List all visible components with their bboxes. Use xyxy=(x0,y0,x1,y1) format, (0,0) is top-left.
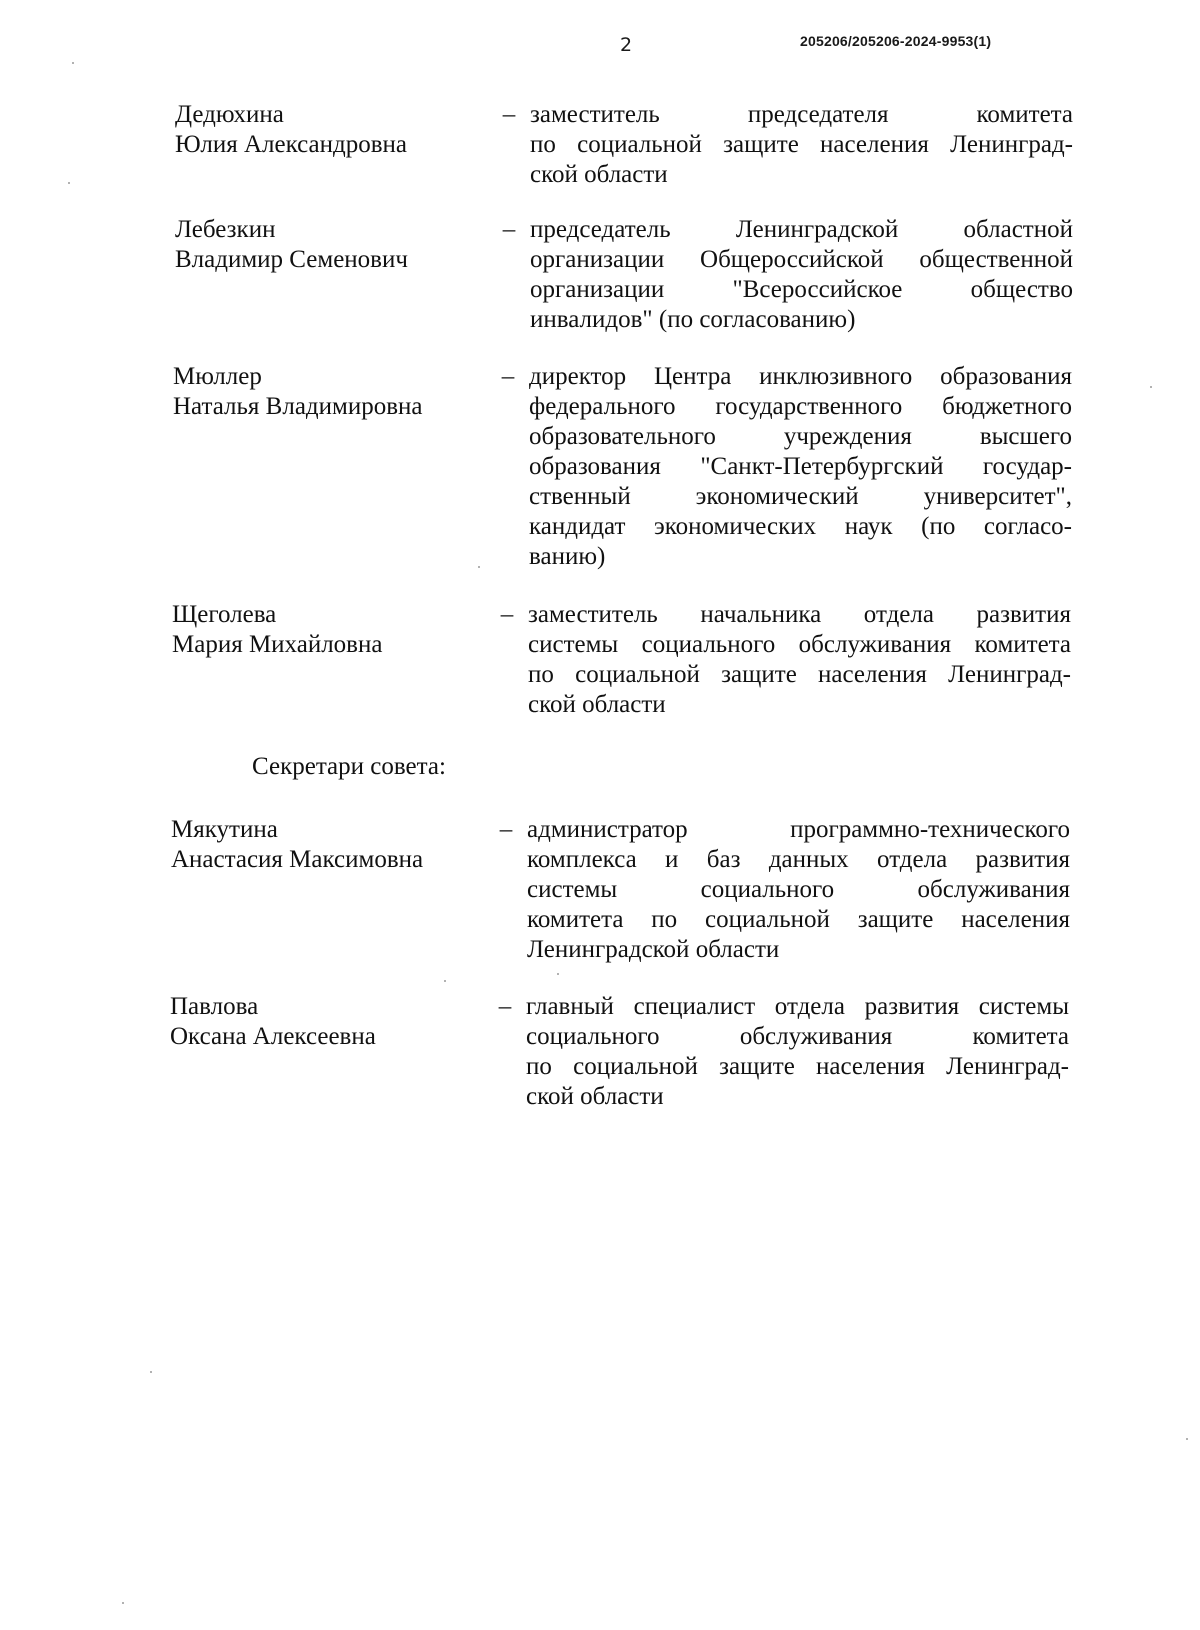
member-surname: Щеголева xyxy=(172,601,277,628)
member-given-names: Юлия Александровна xyxy=(175,131,407,158)
position-line: ванию) xyxy=(529,543,606,570)
secretary-given-names: Оксана Алексеевна xyxy=(170,1023,376,1050)
member-dash: – xyxy=(501,363,515,390)
scan-speck xyxy=(122,1602,124,1604)
secretary-position xyxy=(527,815,1070,965)
secretary-given-names: Анастасия Максимовна xyxy=(171,846,424,873)
position-line: председатель Ленинградской областной xyxy=(530,216,1073,243)
position-line: Ленинградской области xyxy=(527,936,780,963)
scan-speck xyxy=(72,62,74,64)
position-line: федерального государственного бюджетного xyxy=(529,393,1072,420)
scan-speck xyxy=(478,566,480,568)
member-dash: – xyxy=(502,216,516,243)
position-line: ской области xyxy=(530,161,668,188)
position-line: администратор программно-технического xyxy=(527,816,1070,843)
scan-speck xyxy=(1186,1438,1188,1440)
secretary-surname: Мякутина xyxy=(171,816,278,843)
position-line: по социальной защите населения Ленинград- xyxy=(530,131,1073,158)
member-name xyxy=(173,362,493,422)
member-position xyxy=(530,100,1073,190)
member-surname: Мюллер xyxy=(173,363,262,390)
member-position xyxy=(528,600,1071,720)
member-position xyxy=(530,215,1073,335)
secretary-position xyxy=(526,992,1069,1112)
member-given-names: Владимир Семенович xyxy=(175,246,408,273)
member-dash: – xyxy=(500,601,514,628)
scan-speck xyxy=(557,973,559,975)
position-line: системы социального обслуживания xyxy=(527,876,1070,903)
position-line: заместитель председателя комитета xyxy=(530,101,1073,128)
position-line: организации Общероссийской общественной xyxy=(530,246,1073,273)
position-line: по социальной защите населения Ленинград- xyxy=(528,661,1071,688)
scan-speck xyxy=(444,980,446,982)
member-name xyxy=(172,600,492,660)
member-name xyxy=(175,215,495,275)
position-line: по социальной защите населения Ленинград- xyxy=(526,1053,1069,1080)
position-line: организации "Всероссийское общество xyxy=(530,276,1073,303)
document-registration-code: 205206/205206-2024-9953(1) xyxy=(800,33,992,49)
member-given-names: Наталья Владимировна xyxy=(173,393,423,420)
position-line: образовательного учреждения высшего xyxy=(529,423,1072,450)
position-line: ственный экономический университет", xyxy=(529,483,1072,510)
member-name xyxy=(175,100,495,160)
member-dash: – xyxy=(502,101,516,128)
position-line: социального обслуживания комитета xyxy=(526,1023,1069,1050)
member-given-names: Мария Михайловна xyxy=(172,631,383,658)
secretary-dash: – xyxy=(499,816,513,843)
scan-speck xyxy=(1150,386,1152,388)
position-line: инвалидов" (по согласованию) xyxy=(530,306,856,333)
position-line: кандидат экономических наук (по согласо- xyxy=(529,513,1072,540)
position-line: заместитель начальника отдела развития xyxy=(528,601,1071,628)
position-line: ской области xyxy=(526,1083,664,1110)
page-number: 2 xyxy=(620,34,633,56)
scan-speck xyxy=(68,182,70,184)
position-line: системы социального обслуживания комитета xyxy=(528,631,1071,658)
position-line: образования "Санкт-Петербургский государ- xyxy=(529,453,1072,480)
secretary-surname: Павлова xyxy=(170,993,259,1020)
secretary-dash: – xyxy=(498,993,512,1020)
position-line: комитета по социальной защите населения xyxy=(527,906,1070,933)
position-line: ской области xyxy=(528,691,666,718)
position-line: комплекса и баз данных отдела развития xyxy=(527,846,1070,873)
member-surname: Лебезкин xyxy=(175,216,276,243)
secretaries-heading: Секретари совета: xyxy=(252,753,446,780)
scan-speck xyxy=(150,1371,152,1373)
member-position xyxy=(529,362,1072,572)
member-surname: Дедюхина xyxy=(175,101,284,128)
secretary-name xyxy=(171,815,491,875)
position-line: директор Центра инклюзивного образования xyxy=(529,363,1072,390)
secretary-name xyxy=(170,992,490,1052)
position-line: главный специалист отдела развития системы xyxy=(526,993,1069,1020)
